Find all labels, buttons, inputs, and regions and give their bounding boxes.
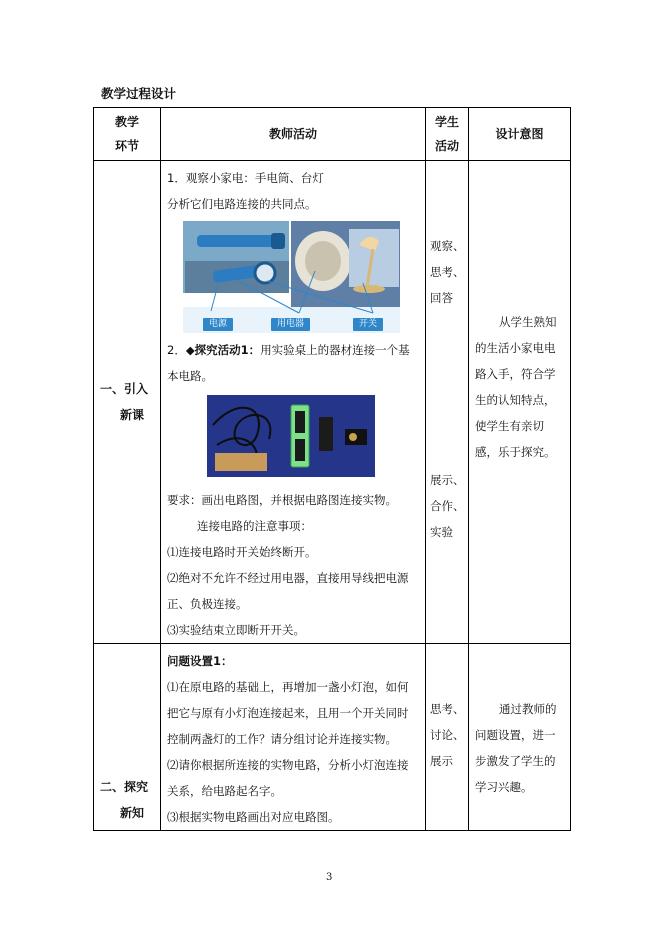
design-intent-cell: 通过教师的问题设置，进一步激发了学生的学习兴趣。 <box>469 644 571 831</box>
student-activity-cell: 思考、 讨论、 展示 <box>426 644 469 831</box>
lesson-plan-table <box>93 107 571 831</box>
label-power-source: 电源 <box>203 318 233 331</box>
header-student: 学生 活动 <box>426 108 469 161</box>
page-number: 3 <box>326 872 333 883</box>
label-switch: 开关 <box>353 318 383 331</box>
appliance-photo <box>183 221 400 333</box>
equipment-image <box>207 395 375 477</box>
header-teacher: 教师活动 <box>161 108 426 161</box>
table-row <box>94 644 571 831</box>
table-row <box>94 161 571 644</box>
header-row <box>94 108 571 161</box>
teacher-activity-cell: 1．观察小家电：手电筒、台灯 分析它们电路连接的共同点。 电源 用电器 开关 2．◆探究活动1：用实验桌上的器材连接一个基本电路。 要求：画出电路图，并根据电路图连接实物。 连接电路的注意事项： ⑴连接电路时开关始终断开。 ⑵绝对不允许不经过用电器，直接用导线把电源正、负极连接。 ⑶实验结束立即断开开关。 <box>161 161 426 644</box>
label-appliance: 用电器 <box>271 318 310 331</box>
flashlight-lamp-image <box>183 221 400 333</box>
teacher-activity-cell: 问题设置1： ⑴在原电路的基础上，再增加一盏小灯泡，如何把它与原有小灯泡连接起来，且用一个开关同时控制两盏灯的工作？请分组讨论并连接实物。 ⑵请你根据所连接的实物电路，分析小灯泡连接关系，给电路起名字。 ⑶根据实物电路画出对应电路图。 <box>161 644 426 831</box>
circuit-equipment-photo <box>207 395 375 477</box>
stage-cell: 二、探究 新知 <box>94 644 161 831</box>
header-stage: 教学 环节 <box>94 108 161 161</box>
design-intent-cell: 从学生熟知的生活小家电电路入手，符合学生的认知特点，使学生有亲切感，乐于探究。 <box>469 161 571 644</box>
header-intent: 设计意图 <box>469 108 571 161</box>
section-title: 教学过程设计 <box>101 86 177 101</box>
stage-cell: 一、引入 新课 <box>94 161 161 644</box>
student-activity-cell: 观察、 思考、 回答 展示、 合作、 实验 <box>426 161 469 644</box>
